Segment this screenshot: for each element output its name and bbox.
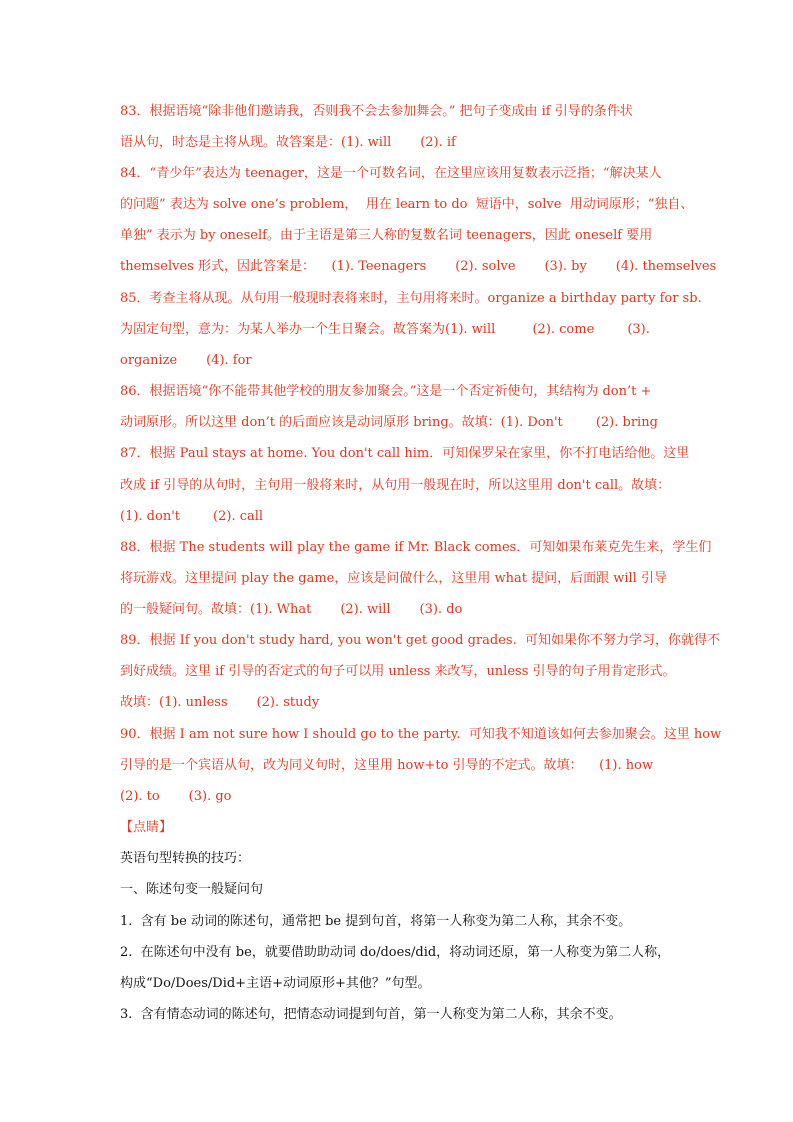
answer-line: 85．考查主将从现。从句用一般现时表将来时，主句用将来时。organize a birthday party for sb. <box>120 291 702 306</box>
answer-line: organize (4). for <box>120 353 252 368</box>
answer-line: 动词原形。所以这里 don’t 的后面应该是动词原形 bring。故填：(1). Don't (2). bring <box>120 415 658 430</box>
answer-line: 89．根据 If you don't study hard, you won't get good grades. 可知如果你不努力学习，你就得不 <box>120 633 720 648</box>
tips-line: 3. 含有情态动词的陈述句，把情态动词提到句首，第一人称变为第二人称，其余不变。 <box>120 1007 622 1022</box>
tips-heading: 【点睛】 <box>120 820 173 835</box>
answer-line: 的一般疑问句。故填：(1). What (2). will (3). do <box>120 602 463 617</box>
answer-line: (2). to (3). go <box>120 789 232 804</box>
answer-line: 引导的是一个宾语从句，改为同义句时，这里用 how+to 引导的不定式。故填： (1). how <box>120 758 654 773</box>
answer-line: 改成 if 引导的从句时，主句用一般将来时，从句用一般现在时，所以这里用 don't call。故填： <box>120 478 671 493</box>
answer-line: themselves 形式，因此答案是： (1). Teenagers (2). solve (3). by (4). themselves <box>120 259 717 274</box>
answer-line: (1). don't (2). call <box>120 509 264 524</box>
answer-line: 故填：(1). unless (2). study <box>120 695 320 710</box>
answer-line: 88．根据 The students will play the game if Mr. Black comes．可知如果布莱克先生来，学生们 <box>120 540 712 555</box>
answer-line: 为固定句型，意为：为某人举办一个生日聚会。故答案为(1). will (2). come (3). <box>120 322 650 337</box>
answer-line: 将玩游戏。这里提问 play the game，应该是问做什么，这里用 what 提问，后面跟 will 引导 <box>120 571 667 586</box>
tips-line: 一、陈述句变一般疑问句 <box>120 882 264 897</box>
answer-line: 90．根据 I am not sure how I should go to the party. 可知我不知道该如何去参加聚会。这里 how <box>120 727 722 742</box>
answer-line: 语从句，时态是主将从现。故答案是：(1). will (2). if <box>120 135 456 150</box>
tips-line: 英语句型转换的技巧： <box>120 851 251 866</box>
answer-line: 83．根据语境“除非他们邀请我，否则我不会去参加舞会。” 把句子变成由 if 引导的条件状 <box>120 104 633 119</box>
tips-line: 1. 含有 be 动词的陈述句，通常把 be 提到句首，将第一人称变为第二人称，其余不变。 <box>120 914 632 929</box>
tips-line: 构成“Do/Does/Did+主语+动词原形+其他？”句型。 <box>120 976 431 991</box>
answer-line: 87．根据 Paul stays at home. You don't call him．可知保罗呆在家里，你不打电话给他。这里 <box>120 446 690 461</box>
answer-line: 86．根据语境“你不能带其他学校的朋友参加聚会。”这是一个否定祈使句，其结构为 don’t + <box>120 384 652 399</box>
answer-line: 到好成绩。这里 if 引导的否定式的句子可以用 unless 来改写，unless 引导的句子用肯定形式。 <box>120 664 676 679</box>
answer-line: 的问题” 表达为 solve one’s problem， 用在 learn to do 短语中，solve 用动词原形；“独自、 <box>120 197 694 212</box>
tips-line: 2. 在陈述句中没有 be，就要借助助动词 do/does/did，将动词还原，第一人称变为第二人称， <box>120 945 671 960</box>
answer-line: 84．“青少年”表达为 teenager，这是一个可数名词，在这里应该用复数表示泛指；“解决某人 <box>120 166 662 181</box>
answer-line: 单独” 表示为 by oneself。由于主语是第三人称的复数名词 teenagers，因此 oneself 要用 <box>120 228 653 243</box>
